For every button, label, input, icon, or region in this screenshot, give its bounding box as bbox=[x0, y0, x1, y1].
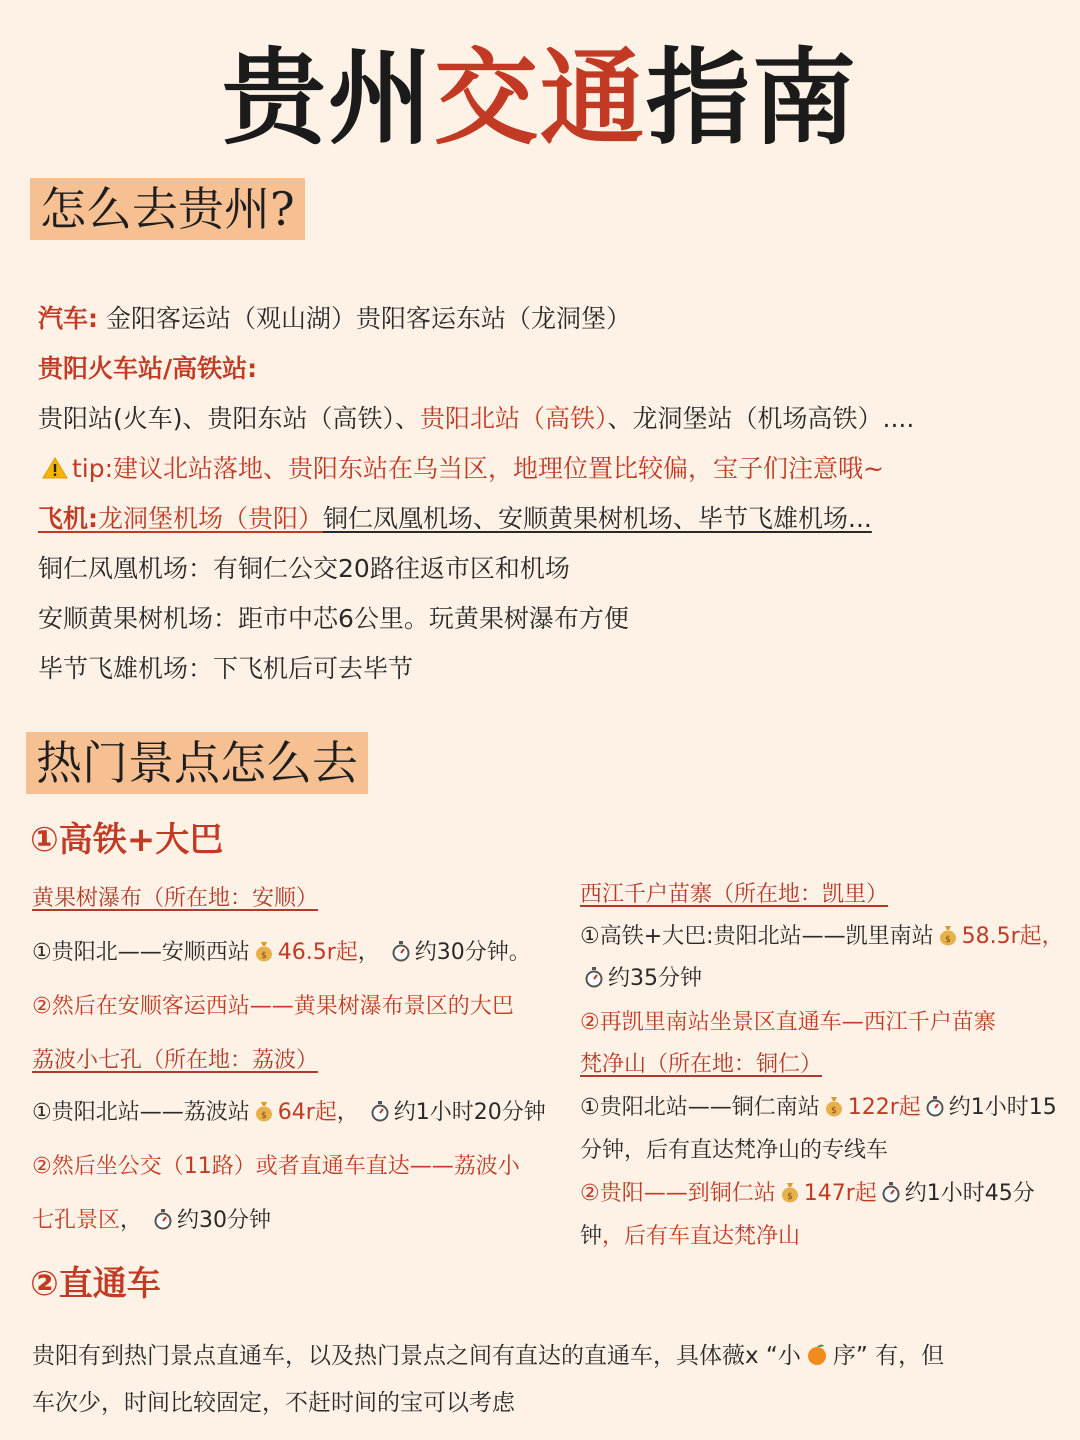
title-part-1: 贵州 bbox=[221, 37, 434, 159]
route-text: ①贵阳北——安顺西站 bbox=[32, 940, 250, 965]
xijiang-route-3 bbox=[580, 1008, 996, 1038]
plane-line bbox=[38, 502, 872, 536]
stopwatch-icon bbox=[391, 940, 411, 971]
price: 46.5r起 bbox=[277, 940, 358, 965]
airport-tongren: 铜仁凤凰机场：有铜仁公交20路往返市区和机场 bbox=[38, 554, 570, 583]
xijiang-route-2 bbox=[580, 964, 702, 997]
duration: 约35分钟 bbox=[608, 966, 702, 991]
route-text-continued: ，后有车直达梵净山 bbox=[602, 1224, 801, 1249]
page-title bbox=[0, 38, 1080, 158]
spot-xijiang-title[interactable]: 西江千户苗寨（所在地：凯里） bbox=[580, 882, 889, 907]
libo-route-2: ②然后坐公交（11路）或者直通车直达——荔波小 bbox=[32, 1154, 520, 1179]
route-text: 七孔景区 bbox=[32, 1208, 121, 1233]
money-bag-icon bbox=[938, 924, 958, 955]
subheading-direct-bus: ②直通车 bbox=[30, 1264, 161, 1304]
price: 64r起 bbox=[277, 1100, 337, 1125]
svg-text:$: $ bbox=[260, 951, 267, 961]
train-stations-b: 贵阳北站（高铁） bbox=[420, 404, 608, 433]
bus-text: 金阳客运站（观山湖）贵阳客运东站（龙洞堡） bbox=[105, 304, 631, 333]
bus-line bbox=[38, 302, 631, 336]
libo-route-3 bbox=[32, 1206, 271, 1239]
money-bag-icon bbox=[824, 1095, 844, 1126]
fanjingshan-route-1 bbox=[580, 1093, 1057, 1126]
subheading-train-bus: ①高铁+大巴 bbox=[30, 820, 224, 860]
separator: ， bbox=[336, 1100, 359, 1125]
spot-fanjingshan-title[interactable]: 梵净山（所在地：铜仁） bbox=[580, 1052, 823, 1077]
duration: 约1小时15 bbox=[948, 1095, 1057, 1120]
duration: 约30分钟。 bbox=[414, 940, 531, 965]
stopwatch-icon bbox=[925, 1095, 945, 1126]
stopwatch-icon bbox=[881, 1181, 901, 1212]
stopwatch-icon bbox=[584, 966, 604, 997]
plane-other-airports: 铜仁凤凰机场、安顺黄果树机场、毕节飞雄机场... bbox=[323, 504, 872, 533]
huangguoshu-route-1 bbox=[32, 938, 531, 971]
route-text: ①贵阳北站——荔波站 bbox=[32, 1100, 250, 1125]
orange-icon bbox=[805, 1337, 829, 1381]
stopwatch-icon bbox=[153, 1208, 173, 1239]
xijiang-route-1 bbox=[580, 922, 1064, 955]
title-part-2: 交通 bbox=[433, 37, 646, 159]
route-text: 钟 bbox=[580, 1224, 603, 1249]
duration: 约1小时45分 bbox=[904, 1181, 1035, 1206]
airport-anshun: 安顺黄果树机场：距市中芯6公里。玩黄果树瀑布方便 bbox=[38, 604, 629, 633]
train-stations-line bbox=[38, 402, 914, 436]
svg-text:$: $ bbox=[786, 1192, 793, 1202]
spot-libo-title[interactable]: 荔波小七孔（所在地：荔波） bbox=[32, 1048, 319, 1073]
svg-text:$: $ bbox=[830, 1106, 837, 1116]
separator: ， bbox=[357, 940, 380, 965]
price: 122r起 bbox=[847, 1095, 921, 1120]
fanjingshan-route-4 bbox=[580, 1222, 800, 1252]
duration: 约30分钟 bbox=[177, 1208, 272, 1233]
direct-bus-paragraph bbox=[32, 1334, 1052, 1425]
airport-bijie: 毕节飞雄机场：下飞机后可去毕节 bbox=[38, 654, 414, 683]
svg-text:$: $ bbox=[260, 1111, 267, 1121]
route-text: ②贵阳——到铜仁站 bbox=[580, 1181, 776, 1206]
route-text: ①高铁+大巴:贵阳北站——凯里南站 bbox=[580, 924, 934, 949]
fanjingshan-route-2: 分钟，后有直达梵净山的专线车 bbox=[580, 1138, 889, 1163]
money-bag-icon bbox=[254, 940, 274, 971]
warning-icon bbox=[42, 455, 68, 489]
train-stations-c: 、龙洞堡站（机场高铁）.... bbox=[607, 404, 915, 433]
train-label: 贵阳火车站/高铁站: bbox=[38, 354, 258, 383]
paragraph-text-line-2: 车次少，时间比较固定，不赶时间的宝可以考虑 bbox=[32, 1390, 515, 1416]
huangguoshu-route-2: ②然后在安顺客运西站——黄果树瀑布景区的大巴 bbox=[32, 994, 514, 1019]
train-stations-a: 贵阳站(火车)、贵阳东站（高铁）、 bbox=[38, 404, 421, 433]
paragraph-text: 序” 有，但 bbox=[832, 1343, 945, 1369]
money-bag-icon bbox=[780, 1181, 800, 1212]
paragraph-text: 贵阳有到热门景点直通车，以及热门景点之间有直达的直通车，具体薇x “小 bbox=[32, 1343, 801, 1369]
separator: ， bbox=[120, 1208, 143, 1233]
price: 147r起 bbox=[803, 1181, 877, 1206]
stopwatch-icon bbox=[370, 1100, 390, 1131]
price: 58.5r起， bbox=[961, 924, 1064, 949]
spot-huangguoshu-title[interactable]: 黄果树瀑布（所在地：安顺） bbox=[32, 886, 319, 911]
route-text: ①贵阳北站——铜仁南站 bbox=[580, 1095, 820, 1120]
plane-main-airport: 龙洞堡机场（贵阳） bbox=[98, 504, 324, 533]
title-part-3: 指南 bbox=[646, 37, 859, 159]
section-heading-attractions: 热门景点怎么去 bbox=[26, 732, 368, 794]
svg-text:$: $ bbox=[944, 935, 951, 945]
tip-line bbox=[38, 452, 884, 489]
duration: 约1小时20分钟 bbox=[393, 1100, 546, 1125]
section-heading-how-to-get: 怎么去贵州? bbox=[30, 178, 305, 240]
tip-text: tip:建议北站落地、贵阳东站在乌当区，地理位置比较偏，宝子们注意哦~ bbox=[72, 454, 884, 483]
money-bag-icon bbox=[254, 1100, 274, 1131]
bus-label: 汽车: bbox=[38, 304, 98, 333]
route-text: ②再凯里南站坐景区直通车—西江千户苗寨 bbox=[580, 1010, 996, 1035]
plane-label: 飞机: bbox=[38, 504, 98, 533]
libo-route-1 bbox=[32, 1098, 546, 1131]
fanjingshan-route-3 bbox=[580, 1179, 1035, 1212]
